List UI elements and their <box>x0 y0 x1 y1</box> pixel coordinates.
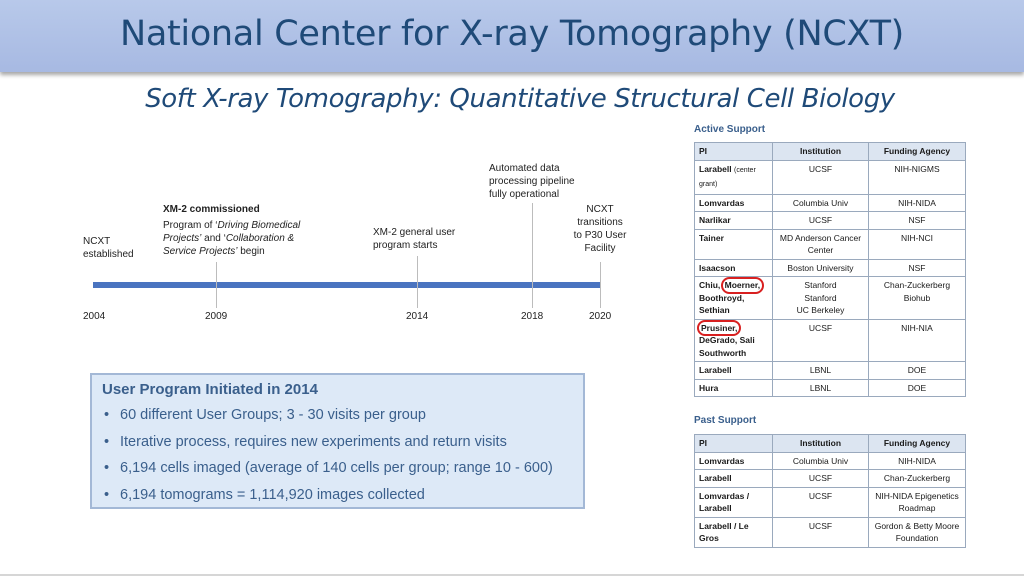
table-row <box>695 259 966 277</box>
col-header-institution: Institution <box>773 435 869 453</box>
pi-name: Chiu, <box>699 280 721 290</box>
cell-pi: Lomvardas <box>695 452 773 470</box>
cell-institution: MD Anderson Cancer Center <box>773 229 869 259</box>
table-row <box>695 212 966 230</box>
list-item-text: 60 different User Groups; 3 - 30 visits per group <box>120 407 426 423</box>
event-2009-text: Program of ‘ <box>163 220 218 231</box>
cell-funding: NIH-NIDA <box>869 194 966 212</box>
cell-pi: Larabell <box>695 362 773 380</box>
cell-pi <box>695 277 773 320</box>
active-support-table <box>694 142 966 397</box>
cell-pi: Tainer <box>695 229 773 259</box>
event-2014: XM-2 general user program starts <box>373 227 456 251</box>
past-support-title: Past Support <box>694 415 757 426</box>
institution-line: Stanford <box>804 292 837 303</box>
timeline-year: 2014 <box>406 311 429 322</box>
cell-pi <box>695 319 773 362</box>
col-header-institution: Institution <box>773 143 869 161</box>
cell-institution: Columbia Univ <box>773 194 869 212</box>
highlight-circle <box>721 277 764 294</box>
cell-institution: UCSF <box>773 319 869 362</box>
list-item-text: 6,194 tomograms = 1,114,920 images collected <box>120 486 425 503</box>
cell-pi: Hura <box>695 379 773 397</box>
cell-funding: Chan-Zuckerberg <box>869 470 966 488</box>
table-row <box>695 517 966 547</box>
past-support-table <box>694 434 966 548</box>
cell-funding: NIH-NIDA <box>869 452 966 470</box>
cell-funding: DOE <box>869 379 966 397</box>
institution-line: Stanford <box>804 280 837 290</box>
cell-institution: UCSF <box>773 517 869 547</box>
active-support-title: Active Support <box>694 124 766 135</box>
slide-title: National Center for X-ray Tomography (NCXT) <box>119 14 905 54</box>
cell-institution: UCSF <box>773 212 869 230</box>
event-2020: NCXT transitions to P30 User Facility <box>573 204 627 254</box>
cell-funding: Gordon & Betty Moore Foundation <box>869 517 966 547</box>
table-row <box>695 319 966 362</box>
event-2018: Automated data processing pipeline fully operational <box>489 163 575 200</box>
cell-funding: NSF <box>869 212 966 230</box>
event-2009-text: and ‘ <box>201 233 226 244</box>
table-row <box>695 277 966 320</box>
user-program-title: User Program Initiated in 2014 <box>102 381 318 398</box>
bullet-icon: • <box>104 407 110 423</box>
cell-pi: Narlikar <box>695 212 773 230</box>
user-program-box <box>90 373 585 509</box>
slide-subtitle: Soft X-ray Tomography: Quantitative Structural Cell Biology <box>145 84 895 114</box>
cell-institution: Columbia Univ <box>773 452 869 470</box>
bullet-icon: • <box>104 460 110 476</box>
timeline-tick-2020 <box>600 262 601 308</box>
pi-name: Larabell <box>699 163 732 174</box>
bullet-icon: • <box>104 486 110 503</box>
cell-institution: UCSF <box>773 160 869 194</box>
cell-funding: DOE <box>869 362 966 380</box>
cell-pi: Larabell <box>695 470 773 488</box>
cell-funding: NIH-NIGMS <box>869 160 966 194</box>
cell-institution: Boston University <box>773 259 869 277</box>
event-2009-title: XM-2 commissioned <box>163 204 260 215</box>
cell-pi <box>695 160 773 194</box>
timeline-tick-2009 <box>216 262 217 308</box>
pi-name-highlighted: Prusiner, <box>701 322 738 333</box>
cell-pi: Lomvardas <box>695 194 773 212</box>
table-row <box>695 470 966 488</box>
list-item <box>104 402 553 429</box>
cell-funding: NIH-NIA <box>869 319 966 362</box>
cell-institution: LBNL <box>773 362 869 380</box>
cell-institution: UCSF <box>773 487 869 517</box>
timeline-tick-2018 <box>532 203 533 308</box>
col-header-pi: PI <box>695 435 773 453</box>
timeline-year: 2020 <box>589 311 612 322</box>
bullet-icon: • <box>104 433 110 450</box>
cell-funding: NIH-NIDA Epigenetics Roadmap <box>869 487 966 517</box>
event-2009-italic: Collaboration & Service Projects’ <box>163 233 295 257</box>
timeline-year: 2004 <box>83 311 106 322</box>
list-item-text: Iterative process, requires new experiments and return visits <box>120 433 507 450</box>
timeline-bar <box>93 282 601 288</box>
timeline-year: 2018 <box>521 311 544 322</box>
title-banner <box>0 0 1024 72</box>
cell-pi: Isaacson <box>695 259 773 277</box>
table-row <box>695 362 966 380</box>
cell-institution: UCSF <box>773 470 869 488</box>
user-program-list <box>104 402 553 508</box>
table-row <box>695 487 966 517</box>
col-header-funding: Funding Agency <box>869 435 966 453</box>
table-row <box>695 379 966 397</box>
table-row <box>695 194 966 212</box>
table-header-row <box>695 143 966 161</box>
event-2004: NCXT established <box>83 236 134 260</box>
cell-institution <box>773 277 869 320</box>
col-header-pi: PI <box>695 143 773 161</box>
event-2009 <box>163 203 313 258</box>
highlight-circle <box>697 320 741 337</box>
pi-name: Boothroyd, Sethian <box>699 292 745 315</box>
pi-name: DeGrado, Sali Southworth <box>699 335 755 358</box>
cell-institution: LBNL <box>773 379 869 397</box>
list-item <box>104 455 553 482</box>
list-item <box>104 429 553 456</box>
event-2009-italic: Driving Biomedical Projects’ <box>163 220 301 244</box>
cell-funding: NSF <box>869 259 966 277</box>
list-item-text: 6,194 cells imaged (average of 140 cells per group; range 10 - 600) <box>120 460 553 476</box>
col-header-funding: Funding Agency <box>869 143 966 161</box>
pi-name-highlighted: Moerner, <box>724 280 761 290</box>
table-row <box>695 452 966 470</box>
pi-note: (center grant) <box>699 166 756 188</box>
table-header-row <box>695 435 966 453</box>
list-item <box>104 482 553 509</box>
cell-funding: NIH-NCI <box>869 229 966 259</box>
table-row <box>695 160 966 194</box>
timeline-tick-2014 <box>417 256 418 308</box>
timeline-year: 2009 <box>205 311 228 322</box>
event-2009-text: begin <box>237 246 265 257</box>
cell-pi: Lomvardas / Larabell <box>695 487 773 517</box>
cell-funding: Chan-Zuckerberg Biohub <box>869 277 966 320</box>
institution-line: UC Berkeley <box>796 305 845 315</box>
cell-pi: Larabell / Le Gros <box>695 517 773 547</box>
table-row <box>695 229 966 259</box>
